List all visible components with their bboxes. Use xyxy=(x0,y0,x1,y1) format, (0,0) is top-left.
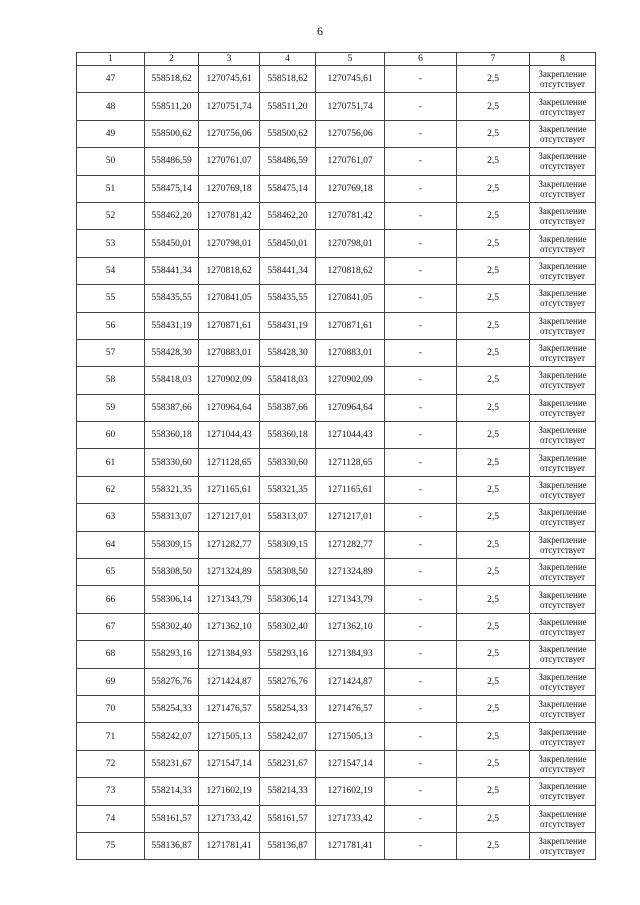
y-coordinate: 1271547,14 xyxy=(199,750,260,777)
table-row xyxy=(77,641,596,668)
point-number: 73 xyxy=(77,778,145,805)
x-coordinate-2: 558306,14 xyxy=(260,586,316,613)
x-coordinate-2: 558518,62 xyxy=(260,66,316,93)
accuracy-value: 2,5 xyxy=(457,531,530,558)
x-coordinate: 558431,19 xyxy=(145,312,199,339)
page-number: 6 xyxy=(317,24,323,38)
x-coordinate: 558428,30 xyxy=(145,339,199,366)
accuracy-value: 2,5 xyxy=(457,613,530,640)
x-coordinate: 558435,55 xyxy=(145,285,199,312)
x-coordinate-2: 558511,20 xyxy=(260,93,316,120)
accuracy-value: 2,5 xyxy=(457,449,530,476)
col6-value: - xyxy=(385,422,457,449)
accuracy-value: 2,5 xyxy=(457,559,530,586)
fixing-note: Закрепление отсутствует xyxy=(530,449,596,476)
y-coordinate: 1271476,57 xyxy=(199,695,260,722)
x-coordinate: 558462,20 xyxy=(145,202,199,229)
x-coordinate-2: 558242,07 xyxy=(260,723,316,750)
fixing-note: Закрепление отсутствует xyxy=(530,394,596,421)
fixing-note: Закрепление отсутствует xyxy=(530,285,596,312)
accuracy-value: 2,5 xyxy=(457,120,530,147)
accuracy-value: 2,5 xyxy=(457,66,530,93)
col6-value: - xyxy=(385,93,457,120)
accuracy-value: 2,5 xyxy=(457,148,530,175)
table-row xyxy=(77,586,596,613)
y-coordinate-2: 1270781,42 xyxy=(316,202,385,229)
x-coordinate-2: 558254,33 xyxy=(260,695,316,722)
x-coordinate-2: 558313,07 xyxy=(260,504,316,531)
column-header: 5 xyxy=(316,53,385,66)
y-coordinate-2: 1271476,57 xyxy=(316,695,385,722)
table-row xyxy=(77,504,596,531)
column-header: 3 xyxy=(199,53,260,66)
y-coordinate: 1270883,01 xyxy=(199,339,260,366)
fixing-note: Закрепление отсутствует xyxy=(530,476,596,503)
col6-value: - xyxy=(385,668,457,695)
x-coordinate: 558511,20 xyxy=(145,93,199,120)
y-coordinate: 1271362,10 xyxy=(199,613,260,640)
table-row xyxy=(77,202,596,229)
x-coordinate: 558242,07 xyxy=(145,723,199,750)
col6-value: - xyxy=(385,257,457,284)
x-coordinate: 558306,14 xyxy=(145,586,199,613)
table-row xyxy=(77,257,596,284)
fixing-note: Закрепление отсутствует xyxy=(530,339,596,366)
table-row xyxy=(77,93,596,120)
col6-value: - xyxy=(385,641,457,668)
y-coordinate: 1270761,07 xyxy=(199,148,260,175)
x-coordinate: 558231,67 xyxy=(145,750,199,777)
y-coordinate: 1271324,89 xyxy=(199,559,260,586)
fixing-note: Закрепление отсутствует xyxy=(530,531,596,558)
x-coordinate: 558475,14 xyxy=(145,175,199,202)
accuracy-value: 2,5 xyxy=(457,805,530,832)
x-coordinate: 558486,59 xyxy=(145,148,199,175)
y-coordinate: 1271165,61 xyxy=(199,476,260,503)
x-coordinate-2: 558214,33 xyxy=(260,778,316,805)
table-row xyxy=(77,449,596,476)
y-coordinate-2: 1271602,19 xyxy=(316,778,385,805)
point-number: 53 xyxy=(77,230,145,257)
point-number: 50 xyxy=(77,148,145,175)
y-coordinate-2: 1270818,62 xyxy=(316,257,385,284)
accuracy-value: 2,5 xyxy=(457,285,530,312)
accuracy-value: 2,5 xyxy=(457,778,530,805)
y-coordinate: 1271505,13 xyxy=(199,723,260,750)
col6-value: - xyxy=(385,285,457,312)
accuracy-value: 2,5 xyxy=(457,422,530,449)
x-coordinate: 558293,16 xyxy=(145,641,199,668)
y-coordinate: 1271424,87 xyxy=(199,668,260,695)
table-row xyxy=(77,531,596,558)
y-coordinate: 1270841,05 xyxy=(199,285,260,312)
point-number: 74 xyxy=(77,805,145,832)
table-row xyxy=(77,148,596,175)
accuracy-value: 2,5 xyxy=(457,504,530,531)
x-coordinate-2: 558276,76 xyxy=(260,668,316,695)
accuracy-value: 2,5 xyxy=(457,175,530,202)
x-coordinate: 558214,33 xyxy=(145,778,199,805)
col6-value: - xyxy=(385,230,457,257)
point-number: 69 xyxy=(77,668,145,695)
y-coordinate: 1270751,74 xyxy=(199,93,260,120)
y-coordinate-2: 1270798,01 xyxy=(316,230,385,257)
y-coordinate-2: 1270964,64 xyxy=(316,394,385,421)
point-number: 66 xyxy=(77,586,145,613)
point-number: 75 xyxy=(77,832,145,859)
column-header: 1 xyxy=(77,53,145,66)
y-coordinate-2: 1271505,13 xyxy=(316,723,385,750)
x-coordinate: 558418,03 xyxy=(145,367,199,394)
x-coordinate: 558302,40 xyxy=(145,613,199,640)
accuracy-value: 2,5 xyxy=(457,695,530,722)
accuracy-value: 2,5 xyxy=(457,202,530,229)
fixing-note: Закрепление отсутствует xyxy=(530,504,596,531)
y-coordinate-2: 1271324,89 xyxy=(316,559,385,586)
table-row xyxy=(77,750,596,777)
x-coordinate-2: 558231,67 xyxy=(260,750,316,777)
accuracy-value: 2,5 xyxy=(457,723,530,750)
x-coordinate: 558450,01 xyxy=(145,230,199,257)
fixing-note: Закрепление отсутствует xyxy=(530,723,596,750)
point-number: 51 xyxy=(77,175,145,202)
fixing-note: Закрепление отсутствует xyxy=(530,312,596,339)
x-coordinate-2: 558486,59 xyxy=(260,148,316,175)
y-coordinate-2: 1270751,74 xyxy=(316,93,385,120)
x-coordinate-2: 558450,01 xyxy=(260,230,316,257)
accuracy-value: 2,5 xyxy=(457,641,530,668)
y-coordinate: 1271217,01 xyxy=(199,504,260,531)
col6-value: - xyxy=(385,805,457,832)
x-coordinate: 558330,60 xyxy=(145,449,199,476)
x-coordinate-2: 558462,20 xyxy=(260,202,316,229)
point-number: 56 xyxy=(77,312,145,339)
table-row xyxy=(77,120,596,147)
point-number: 72 xyxy=(77,750,145,777)
col6-value: - xyxy=(385,449,457,476)
x-coordinate-2: 558330,60 xyxy=(260,449,316,476)
point-number: 47 xyxy=(77,66,145,93)
y-coordinate: 1270818,62 xyxy=(199,257,260,284)
accuracy-value: 2,5 xyxy=(457,93,530,120)
y-coordinate-2: 1271384,93 xyxy=(316,641,385,668)
fixing-note: Закрепление отсутствует xyxy=(530,202,596,229)
x-coordinate-2: 558431,19 xyxy=(260,312,316,339)
col6-value: - xyxy=(385,148,457,175)
y-coordinate: 1270902,09 xyxy=(199,367,260,394)
col6-value: - xyxy=(385,750,457,777)
col6-value: - xyxy=(385,202,457,229)
y-coordinate: 1270798,01 xyxy=(199,230,260,257)
x-coordinate: 558518,62 xyxy=(145,66,199,93)
fixing-note: Закрепление отсутствует xyxy=(530,805,596,832)
y-coordinate: 1271384,93 xyxy=(199,641,260,668)
fixing-note: Закрепление отсутствует xyxy=(530,695,596,722)
table-row xyxy=(77,832,596,859)
x-coordinate: 558254,33 xyxy=(145,695,199,722)
y-coordinate: 1271128,65 xyxy=(199,449,260,476)
x-coordinate-2: 558308,50 xyxy=(260,559,316,586)
fixing-note: Закрепление отсутствует xyxy=(530,148,596,175)
x-coordinate: 558387,66 xyxy=(145,394,199,421)
x-coordinate-2: 558309,15 xyxy=(260,531,316,558)
header-row xyxy=(77,53,596,66)
y-coordinate-2: 1271165,61 xyxy=(316,476,385,503)
y-coordinate: 1270756,06 xyxy=(199,120,260,147)
x-coordinate-2: 558418,03 xyxy=(260,367,316,394)
y-coordinate-2: 1271217,01 xyxy=(316,504,385,531)
y-coordinate: 1271044,43 xyxy=(199,422,260,449)
table-row xyxy=(77,66,596,93)
y-coordinate-2: 1271362,10 xyxy=(316,613,385,640)
fixing-note: Закрепление отсутствует xyxy=(530,613,596,640)
fixing-note: Закрепление отсутствует xyxy=(530,422,596,449)
column-header: 7 xyxy=(457,53,530,66)
point-number: 62 xyxy=(77,476,145,503)
x-coordinate-2: 558360,18 xyxy=(260,422,316,449)
point-number: 52 xyxy=(77,202,145,229)
y-coordinate: 1271733,42 xyxy=(199,805,260,832)
accuracy-value: 2,5 xyxy=(457,394,530,421)
col6-value: - xyxy=(385,120,457,147)
column-header: 2 xyxy=(145,53,199,66)
y-coordinate-2: 1270883,01 xyxy=(316,339,385,366)
table-row xyxy=(77,476,596,503)
x-coordinate-2: 558136,87 xyxy=(260,832,316,859)
accuracy-value: 2,5 xyxy=(457,476,530,503)
col6-value: - xyxy=(385,504,457,531)
point-number: 59 xyxy=(77,394,145,421)
col6-value: - xyxy=(385,723,457,750)
table-row xyxy=(77,285,596,312)
table-row xyxy=(77,559,596,586)
x-coordinate: 558309,15 xyxy=(145,531,199,558)
col6-value: - xyxy=(385,778,457,805)
accuracy-value: 2,5 xyxy=(457,230,530,257)
column-header: 4 xyxy=(260,53,316,66)
y-coordinate-2: 1271424,87 xyxy=(316,668,385,695)
point-number: 58 xyxy=(77,367,145,394)
point-number: 54 xyxy=(77,257,145,284)
fixing-note: Закрепление отсутствует xyxy=(530,175,596,202)
fixing-note: Закрепление отсутствует xyxy=(530,230,596,257)
accuracy-value: 2,5 xyxy=(457,668,530,695)
table-row xyxy=(77,723,596,750)
y-coordinate-2: 1270745,61 xyxy=(316,66,385,93)
accuracy-value: 2,5 xyxy=(457,367,530,394)
column-header: 8 xyxy=(530,53,596,66)
y-coordinate: 1270781,42 xyxy=(199,202,260,229)
fixing-note: Закрепление отсутствует xyxy=(530,778,596,805)
col6-value: - xyxy=(385,559,457,586)
point-number: 67 xyxy=(77,613,145,640)
col6-value: - xyxy=(385,175,457,202)
x-coordinate-2: 558302,40 xyxy=(260,613,316,640)
fixing-note: Закрепление отсутствует xyxy=(530,668,596,695)
x-coordinate-2: 558500,62 xyxy=(260,120,316,147)
x-coordinate-2: 558161,57 xyxy=(260,805,316,832)
column-header: 6 xyxy=(385,53,457,66)
y-coordinate: 1270964,64 xyxy=(199,394,260,421)
col6-value: - xyxy=(385,586,457,613)
col6-value: - xyxy=(385,339,457,366)
point-number: 60 xyxy=(77,422,145,449)
accuracy-value: 2,5 xyxy=(457,832,530,859)
y-coordinate-2: 1270871,61 xyxy=(316,312,385,339)
y-coordinate: 1270769,18 xyxy=(199,175,260,202)
x-coordinate: 558360,18 xyxy=(145,422,199,449)
table-row xyxy=(77,805,596,832)
point-number: 63 xyxy=(77,504,145,531)
y-coordinate-2: 1270761,07 xyxy=(316,148,385,175)
col6-value: - xyxy=(385,613,457,640)
table-row xyxy=(77,394,596,421)
table-row xyxy=(77,312,596,339)
accuracy-value: 2,5 xyxy=(457,312,530,339)
point-number: 57 xyxy=(77,339,145,366)
y-coordinate-2: 1270756,06 xyxy=(316,120,385,147)
fixing-note: Закрепление отсутствует xyxy=(530,750,596,777)
col6-value: - xyxy=(385,66,457,93)
y-coordinate: 1271602,19 xyxy=(199,778,260,805)
accuracy-value: 2,5 xyxy=(457,750,530,777)
y-coordinate: 1271282,77 xyxy=(199,531,260,558)
coordinates-table xyxy=(76,52,596,860)
fixing-note: Закрепление отсутствует xyxy=(530,120,596,147)
x-coordinate: 558441,34 xyxy=(145,257,199,284)
point-number: 55 xyxy=(77,285,145,312)
fixing-note: Закрепление отсутствует xyxy=(530,559,596,586)
x-coordinate: 558313,07 xyxy=(145,504,199,531)
y-coordinate-2: 1271282,77 xyxy=(316,531,385,558)
y-coordinate-2: 1271044,43 xyxy=(316,422,385,449)
x-coordinate-2: 558321,35 xyxy=(260,476,316,503)
accuracy-value: 2,5 xyxy=(457,339,530,366)
x-coordinate: 558308,50 xyxy=(145,559,199,586)
table-row xyxy=(77,230,596,257)
fixing-note: Закрепление отсутствует xyxy=(530,93,596,120)
x-coordinate-2: 558293,16 xyxy=(260,641,316,668)
point-number: 68 xyxy=(77,641,145,668)
table-row xyxy=(77,613,596,640)
table-row xyxy=(77,668,596,695)
x-coordinate: 558321,35 xyxy=(145,476,199,503)
x-coordinate-2: 558387,66 xyxy=(260,394,316,421)
table-row xyxy=(77,175,596,202)
y-coordinate-2: 1271733,42 xyxy=(316,805,385,832)
accuracy-value: 2,5 xyxy=(457,257,530,284)
y-coordinate-2: 1271343,79 xyxy=(316,586,385,613)
y-coordinate-2: 1270902,09 xyxy=(316,367,385,394)
x-coordinate-2: 558435,55 xyxy=(260,285,316,312)
col6-value: - xyxy=(385,531,457,558)
x-coordinate-2: 558475,14 xyxy=(260,175,316,202)
x-coordinate: 558500,62 xyxy=(145,120,199,147)
fixing-note: Закрепление отсутствует xyxy=(530,832,596,859)
point-number: 48 xyxy=(77,93,145,120)
point-number: 61 xyxy=(77,449,145,476)
table-row xyxy=(77,695,596,722)
y-coordinate-2: 1271128,65 xyxy=(316,449,385,476)
x-coordinate: 558136,87 xyxy=(145,832,199,859)
col6-value: - xyxy=(385,832,457,859)
table-body xyxy=(77,66,596,860)
fixing-note: Закрепление отсутствует xyxy=(530,641,596,668)
y-coordinate-2: 1270769,18 xyxy=(316,175,385,202)
col6-value: - xyxy=(385,394,457,421)
x-coordinate-2: 558441,34 xyxy=(260,257,316,284)
point-number: 70 xyxy=(77,695,145,722)
point-number: 64 xyxy=(77,531,145,558)
table-row xyxy=(77,367,596,394)
y-coordinate: 1271343,79 xyxy=(199,586,260,613)
y-coordinate-2: 1270841,05 xyxy=(316,285,385,312)
y-coordinate-2: 1271547,14 xyxy=(316,750,385,777)
accuracy-value: 2,5 xyxy=(457,586,530,613)
col6-value: - xyxy=(385,312,457,339)
fixing-note: Закрепление отсутствует xyxy=(530,257,596,284)
y-coordinate: 1270745,61 xyxy=(199,66,260,93)
point-number: 71 xyxy=(77,723,145,750)
table-row xyxy=(77,422,596,449)
col6-value: - xyxy=(385,695,457,722)
col6-value: - xyxy=(385,367,457,394)
fixing-note: Закрепление отсутствует xyxy=(530,367,596,394)
y-coordinate-2: 1271781,41 xyxy=(316,832,385,859)
y-coordinate: 1270871,61 xyxy=(199,312,260,339)
table-row xyxy=(77,339,596,366)
x-coordinate: 558276,76 xyxy=(145,668,199,695)
x-coordinate: 558161,57 xyxy=(145,805,199,832)
col6-value: - xyxy=(385,476,457,503)
point-number: 49 xyxy=(77,120,145,147)
point-number: 65 xyxy=(77,559,145,586)
table-row xyxy=(77,778,596,805)
fixing-note: Закрепление отсутствует xyxy=(530,66,596,93)
y-coordinate: 1271781,41 xyxy=(199,832,260,859)
fixing-note: Закрепление отсутствует xyxy=(530,586,596,613)
x-coordinate-2: 558428,30 xyxy=(260,339,316,366)
